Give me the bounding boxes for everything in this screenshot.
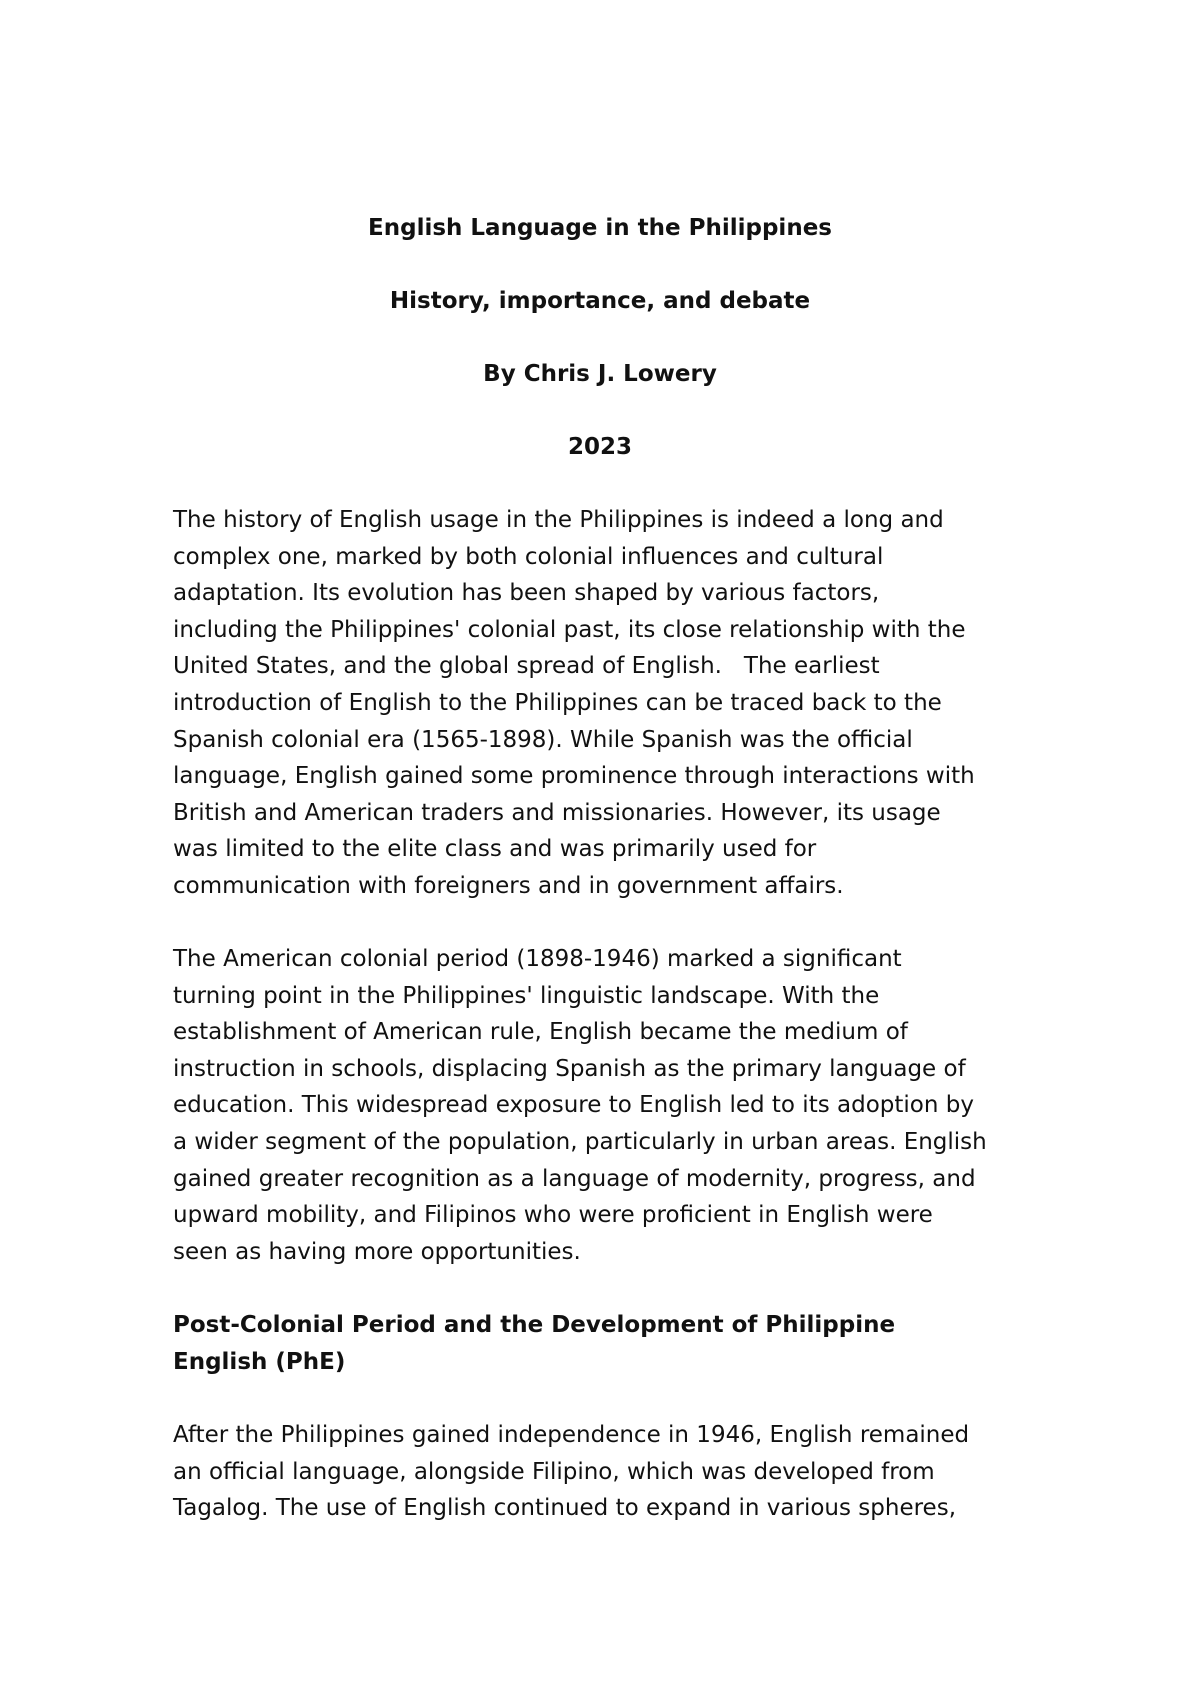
document-author: By Chris J. Lowery (483, 361, 717, 387)
paragraph-line: turning point in the Philippines' linguistic landscape. With the (173, 982, 880, 1009)
paragraph-line: adaptation. Its evolution has been shaped by various factors, (173, 580, 880, 607)
paragraph-line: an official language, alongside Filipino, which was developed from (173, 1458, 935, 1485)
paragraph-line: British and American traders and missionaries. However, its usage (173, 799, 941, 826)
paragraph-line: gained greater recognition as a language of modernity, progress, and (173, 1165, 976, 1192)
paragraph-line: upward mobility, and Filipinos who were proficient in English were (173, 1202, 933, 1229)
document-title: English Language in the Philippines (368, 215, 832, 241)
document-year: 2023 (567, 434, 632, 460)
paragraph-line: complex one, marked by both colonial influences and cultural (173, 543, 884, 570)
paragraph-line: introduction of English to the Philippines can be traced back to the (173, 689, 942, 716)
paragraph-line: The history of English usage in the Philippines is indeed a long and (173, 507, 944, 533)
paragraph-line: Spanish colonial era (1565-1898). While Spanish was the official (173, 726, 913, 753)
paragraph-history (173, 502, 1073, 905)
paragraph-line: United States, and the global spread of English. The earliest (173, 653, 880, 680)
paragraph-line: a wider segment of the population, particularly in urban areas. English (173, 1128, 987, 1155)
section-heading (173, 1307, 1073, 1380)
paragraph-line: After the Philippines gained independence in 1946, English remained (173, 1422, 970, 1448)
paragraph-line: including the Philippines' colonial past, its close relationship with the (173, 616, 966, 643)
paragraph-line: seen as having more opportunities. (173, 1238, 581, 1265)
paragraph-line: was limited to the elite class and was primarily used for (173, 836, 817, 863)
paragraph-line: education. This widespread exposure to English led to its adoption by (173, 1092, 974, 1119)
paragraph-american-period (173, 941, 1073, 1270)
paragraph-line: establishment of American rule, English became the medium of (173, 1019, 908, 1046)
document-subtitle: History, importance, and debate (389, 288, 811, 314)
paragraph-post-colonial (173, 1417, 1073, 1527)
paragraph-line: communication with foreigners and in government affairs. (173, 872, 844, 899)
paragraph-line: Tagalog. The use of English continued to expand in various spheres, (173, 1495, 956, 1522)
section-heading-line: Post-Colonial Period and the Development of Philippine (173, 1312, 896, 1338)
section-heading-line: English (PhE) (173, 1348, 346, 1375)
paragraph-line: The American colonial period (1898-1946) marked a significant (173, 946, 902, 972)
paragraph-line: language, English gained some prominence through interactions with (173, 763, 975, 790)
paragraph-line: instruction in schools, displacing Spanish as the primary language of (173, 1055, 966, 1082)
